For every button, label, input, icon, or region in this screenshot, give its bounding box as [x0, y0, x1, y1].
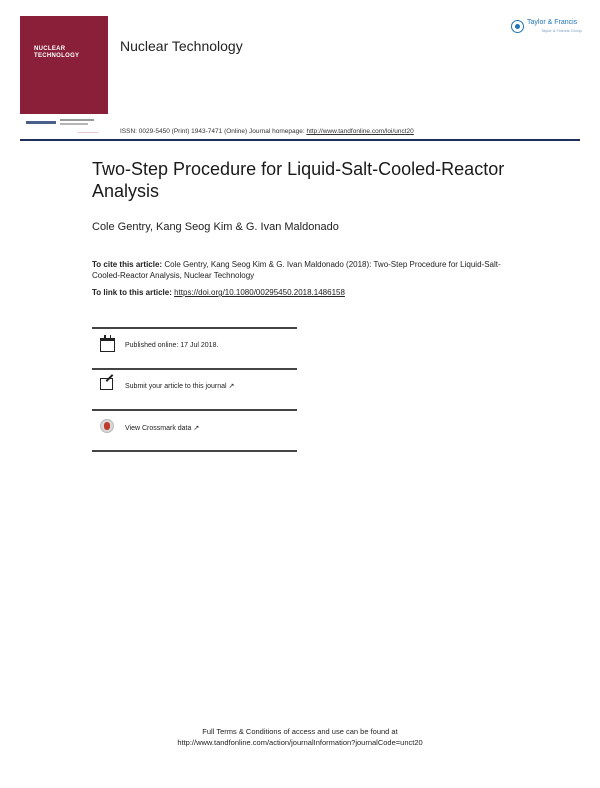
cover-band-text [60, 119, 94, 121]
article-authors: Cole Gentry, Kang Seog Kim & G. Ivan Maldonado [92, 221, 339, 233]
issn-line [120, 128, 414, 135]
cite-text: Cole Gentry, Kang Seog Kim & G. Ivan Maldonado (2018): Two-Step Procedure for Liquid-Salt-Cooled-Reactor Analysis, Nuclear Technology [92, 260, 501, 280]
issn-text: ISSN: 0029-5450 (Print) 1943-7471 (Online) Journal homepage: [120, 128, 307, 135]
article-link-line [92, 288, 345, 297]
submit-article-label: Submit your article to this journal [125, 383, 227, 390]
published-online-text: Published online: 17 Jul 2018. [125, 342, 219, 349]
crossmark-icon [100, 419, 114, 433]
edit-icon [100, 378, 113, 390]
footer-terms-link[interactable]: http://www.tandfonline.com/action/journalInformation?journalCode=unct20 [177, 738, 423, 747]
cover-band-text [60, 123, 88, 125]
publisher-logo-icon [511, 20, 524, 33]
cover-title-line1: NUCLEAR [34, 46, 66, 52]
submit-article-link[interactable] [125, 382, 234, 390]
cover-title-line2: TECHNOLOGY [34, 53, 80, 59]
external-link-icon: ↗ [228, 383, 235, 390]
article-title: Two-Step Procedure for Liquid-Salt-Cooled-Reactor Analysis [92, 159, 505, 201]
cover-title [34, 46, 104, 60]
panel-divider [92, 450, 297, 452]
panel-divider [92, 368, 297, 370]
publisher-logo-name: Taylor & Francis [527, 19, 578, 26]
doi-link[interactable]: https://doi.org/10.1080/00295450.2018.1486158 [174, 288, 345, 297]
crossmark-link[interactable] [125, 424, 199, 432]
cover-small-text [78, 132, 98, 133]
footer [0, 726, 600, 748]
publisher-logo-sub: Taylor & Francis Group [541, 28, 582, 33]
panel-divider [92, 327, 297, 329]
journal-homepage-link[interactable]: http://www.tandfonline.com/loi/unct20 [306, 128, 414, 135]
calendar-icon [100, 338, 115, 352]
cover-publisher-mark [26, 121, 56, 124]
footer-terms-text: Full Terms & Conditions of access and use can be found at [202, 727, 398, 736]
header-rule [20, 139, 580, 141]
link-label: To link to this article: [92, 288, 175, 297]
crossmark-label: View Crossmark data [125, 425, 192, 432]
journal-name[interactable]: Nuclear Technology [120, 38, 243, 54]
journal-cover-image [20, 16, 108, 134]
publisher-logo[interactable] [511, 18, 591, 36]
panel-divider [92, 409, 297, 411]
citation [92, 259, 512, 281]
cite-label: To cite this article: [92, 260, 163, 269]
external-link-icon: ↗ [193, 425, 200, 432]
